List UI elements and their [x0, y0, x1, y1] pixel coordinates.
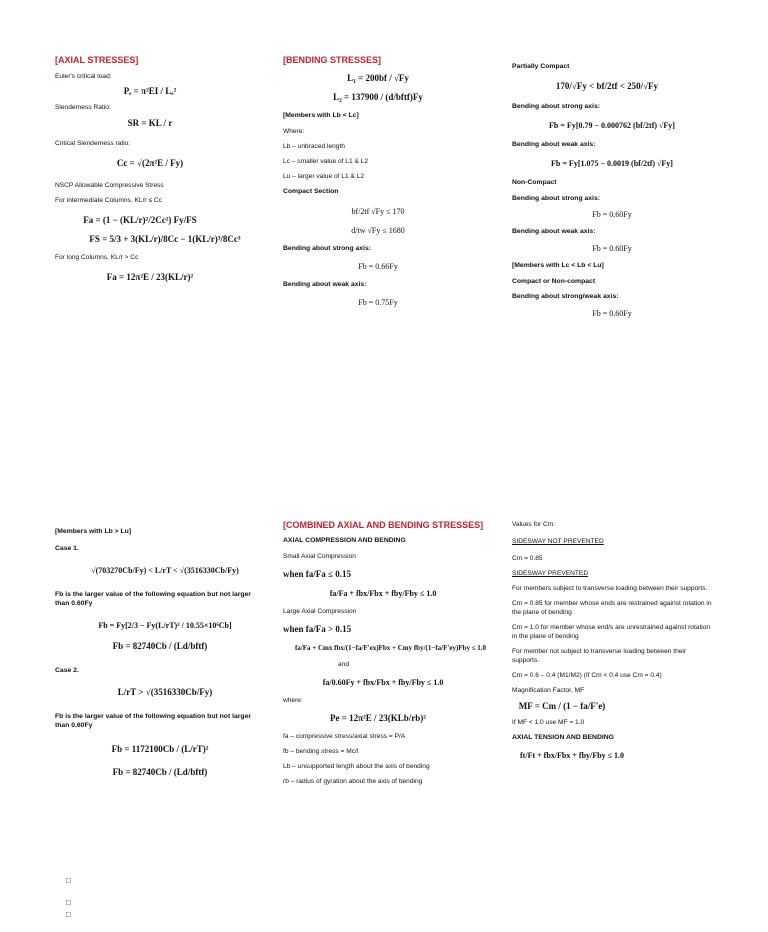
cm-unrestrained-text: Cm = 1.0 for member whose end/s are unrestrained against rotation in the plane of bending [512, 624, 711, 640]
mf-note: If MF < 1.0 use MF = 1.0 [512, 719, 585, 726]
compact-flange-equation: bf/2tf √Fy ≤ 170 [351, 206, 405, 216]
nc-weak-axis-equation: Fb = 0.60Fy [592, 243, 632, 253]
small-axial-compression-label: Small Axial Compression [283, 552, 356, 560]
axial-tension-bending-label: AXIAL TENSION AND BENDING [512, 734, 614, 741]
case2-description: Fb is the larger value of the following equation but not larger than 0.60Fy [55, 712, 251, 729]
weak-axis-equation: Fb = 0.75Fy [358, 297, 398, 307]
small-interaction-equation: fa/Fa + fbx/Fbx + fby/Fby ≤ 1.0 [329, 588, 437, 598]
long-columns-label: For long Columns, KL/r > Cc [55, 254, 139, 261]
euler-equation: Pₑ = π²EI / Lₑ² [123, 86, 177, 96]
euler-label: Euler's critical load: [55, 73, 112, 80]
magnification-factor-equation: MF = Cm / (1 − fa/F'e) [518, 701, 606, 711]
pe-equation: Pe = 12π²E / 23(KLb/rb)² [330, 712, 426, 723]
combined-heading: [COMBINED AXIAL AND BENDING STRESSES] [283, 520, 484, 530]
cm-restrained-text: Cm = 0.85 for member whose ends are restrained against rotation in the plane of bending [512, 600, 712, 616]
case2-range-equation: L/rT > √(3516330Cb/Fy) [117, 686, 213, 697]
fa-intermediate-equation: Fa = (1 − (KL/r)²/2Cc²) Fy/FS [83, 215, 197, 225]
cm-values-label: Values for Cm: [512, 521, 556, 528]
weak-axis-label: Bending about weak axis: [283, 280, 367, 288]
non-compact-label: Non-Compact [512, 178, 557, 186]
small-when-condition: when fa/Fa ≤ 0.15 [283, 568, 351, 579]
nc-strong-axis-label: Bending about strong axis: [512, 194, 600, 202]
fb-definition: fb – bending stress = Mc/I [283, 747, 359, 755]
strong-weak-axis-equation: Fb = 0.60Fy [592, 309, 632, 319]
strong-axis-equation: Fb = 0.66Fy [358, 261, 398, 271]
l1-equation: L₁ = 200bf / √Fy [347, 73, 409, 83]
lu-definition: Lu – larger value of L1 & L2 [283, 172, 365, 180]
fa-definition: fa – compressive stress/axial stress = P/A [283, 732, 406, 740]
sidesway-not-prevented-label: SIDESWAY NOT PREVENTED [512, 538, 604, 545]
partially-compact-label: Partially Compact [512, 62, 570, 70]
nc-weak-axis-label: Bending about weak axis: [512, 228, 596, 236]
bullet-glyph-1: □ [66, 876, 71, 885]
cm-ratio-text: Cm = 0.6 – 0.4 (M1/M2) (If Cm < 0.4 use Cm = 0.4) [512, 672, 662, 679]
compact-section-label: Compact Section [283, 187, 339, 195]
transverse-loading-text: For members subject to transverse loading between their supports. [512, 585, 708, 592]
compact-or-noncompact-label: Compact or Non-compact [512, 277, 596, 285]
strong-weak-axis-label: Bending about strong/weak axis: [512, 293, 619, 301]
axial-heading: [AXIAL STRESSES] [55, 55, 139, 65]
large-when-condition: when fa/Fa > 0.15 [283, 623, 352, 634]
case1-fb2-equation: Fb = 82740Cb / (Ld/bftf) [112, 640, 208, 651]
nscp-label: NSCP Allowable Compressive Stress [55, 182, 164, 189]
axial-stresses-section [55, 55, 285, 283]
pc-weak-axis-equation: Fb = Fy[1.075 − 0.0019 (bf/2tf) √Fy] [551, 158, 673, 168]
case2-fb2-equation: Fb = 82740Cb / (Ld/bftf) [112, 766, 208, 777]
tension-interaction-equation: ft/Ft + fbx/Fbx + fby/Fby ≤ 1.0 [520, 751, 624, 760]
large-interaction-equation: fa/Fa + Cmx fbx/(1−fa/F'ex)Fbx + Cmy fby/(1−fa/F'ey)Fby ≤ 1.0 [294, 643, 487, 652]
case1-fb1-equation: Fb = Fy[2/3 − Fy(L/rT)² / 10.55×10⁶Cb] [98, 620, 232, 630]
members-lb-lu-section [55, 520, 285, 778]
pc-strong-axis-label: Bending about strong axis: [512, 102, 600, 110]
bullet-glyph-3: □ [66, 910, 71, 919]
bullet-glyph-2: □ [66, 898, 71, 907]
sidesway-prevented-label: SIDESWAY PREVENTED [512, 570, 589, 577]
pc-weak-axis-label: Bending about weak axis: [512, 140, 596, 148]
lc-definition: Lc – smaller value of L1 & L2 [283, 157, 369, 165]
members-lb-lu-label: [Members with Lb > Lu] [55, 527, 132, 535]
bending-heading: [BENDING STRESSES] [283, 55, 382, 65]
no-transverse-loading-text: For member not subject to transverse loading between their supports. [512, 648, 687, 664]
cm-values-section [512, 520, 712, 761]
large-axial-compression-label: Large Axial Compression [283, 607, 357, 615]
where-label: Where: [283, 127, 305, 135]
members-lc-lb-lu-label: [Members with Lc < Lb < Lu] [512, 261, 604, 269]
bending-stresses-section [283, 55, 513, 308]
partially-compact-range-equation: 170/√Fy < bf/2tf < 250/√Fy [555, 80, 659, 91]
strong-axis-label: Bending about strong axis: [283, 244, 371, 252]
factor-of-safety-equation: FS = 5/3 + 3(KL/r)/8Cc − 1(KL/r)³/8Cc³ [89, 234, 241, 244]
cm-085-text: Cm = 0.85 [512, 555, 543, 562]
partially-compact-section [512, 55, 712, 319]
fa-long-equation: Fa = 12π²E / 23(KL/r)² [106, 272, 194, 282]
case1-label: Case 1. [55, 544, 79, 552]
nc-strong-axis-equation: Fb = 0.60Fy [592, 210, 632, 220]
members-lb-lc-label: [Members with Lb < Lc] [283, 112, 359, 119]
lb-axis-definition: Lb – unsupported length about the axis of bending [283, 762, 430, 770]
rb-definition: rb – radius of gyration about the axis of bending [283, 777, 423, 785]
case2-label: Case 2. [55, 666, 79, 674]
and-label: and [338, 660, 350, 668]
critical-slenderness-label: Critical Slenderness ratio: [55, 140, 131, 147]
case2-fb1-equation: Fb = 1172100Cb / (L/rT)² [111, 743, 209, 754]
where-label-combined: where: [283, 696, 303, 704]
slenderness-label: Slenderness Ratio: [55, 104, 111, 111]
magnification-factor-label: Magnification Factor, MF [512, 687, 585, 694]
slenderness-equation: SR = KL / r [127, 118, 173, 128]
pc-strong-axis-equation: Fb = Fy[0.79 − 0.000762 (bf/2tf) √Fy] [549, 120, 675, 130]
axial-compression-bending-label: AXIAL COMPRESSION AND BENDING [283, 537, 406, 544]
l2-equation: L₂ = 137900 / (d/bftf)Fy [333, 92, 423, 102]
compact-web-equation: d/tw √Fy ≤ 1680 [351, 225, 405, 235]
intermediate-columns-label: For intermediate Columns, KL/r ≤ Cc [55, 197, 162, 204]
case1-description: Fb is the larger value of the following equation but not larger than 0.60Fy [55, 590, 251, 607]
and-interaction-equation: fa/0.60Fy + fbx/Fbx + fby/Fby ≤ 1.0 [322, 677, 444, 687]
lb-definition: Lb – unbraced length [283, 142, 345, 150]
combined-stresses-section [283, 520, 498, 786]
critical-slenderness-equation: Cc = √(2π²E / Fy) [116, 158, 184, 168]
case1-range-equation: √(703270Cb/Fy) < L/rT < √(3516330Cb/Fy) [91, 565, 239, 575]
